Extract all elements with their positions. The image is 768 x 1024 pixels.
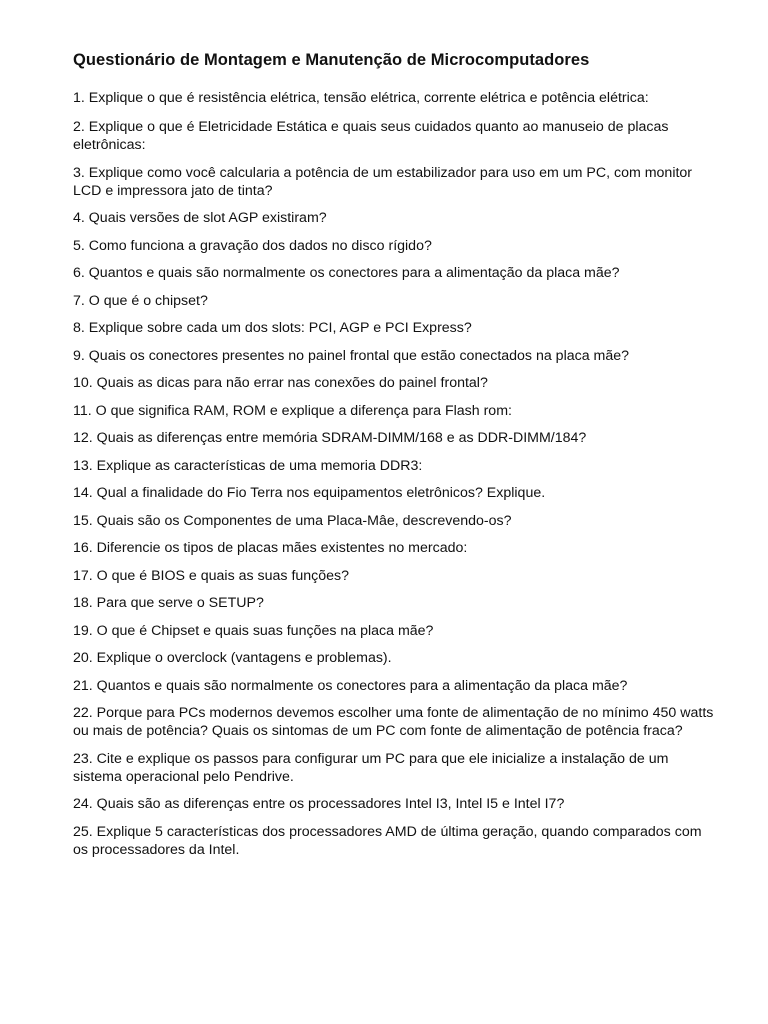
question-item: 17. O que é BIOS e quais as suas funções? (73, 567, 350, 584)
question-item: 19. O que é Chipset e quais suas funções na placa mãe? (73, 622, 434, 639)
question-item: 8. Explique sobre cada um dos slots: PCI, AGP e PCI Express? (73, 320, 472, 336)
question-item: 24. Quais são as diferenças entre os processadores Intel I3, Intel I5 e Intel I7? (73, 796, 565, 812)
question-item: 15. Quais são os Componentes de uma Placa-Mâe, descrevendo-os? (73, 512, 512, 529)
question-item: 2. Explique o que é Eletricidade Estática e quais seus cuidados quanto ao manuseio de placas eletrônicas: (73, 119, 669, 153)
question-item: 18. Para que serve o SETUP? (73, 595, 264, 611)
document-title: Questionário de Montagem e Manutenção de Microcomputadores (73, 51, 590, 69)
question-item: 7. O que é o chipset? (73, 292, 208, 309)
question-item: 22. Porque para PCs modernos devemos escolher uma fonte de alimentação de no mínimo 450 watts ou mais de potência? Quais os sintomas de um PC com fonte de alimentação de potência fraca? (73, 705, 714, 739)
question-item: 12. Quais as diferenças entre memória SDRAM-DIMM/168 e as DDR-DIMM/184? (73, 430, 587, 446)
question-item: 21. Quantos e quais são normalmente os conectores para a alimentação da placa mãe? (73, 677, 628, 694)
question-item: 25. Explique 5 características dos processadores AMD de última geração, quando comparados com os processadores da Intel. (73, 823, 702, 858)
question-item: 1. Explique o que é resistência elétrica, tensão elétrica, corrente elétrica e potência elétrica: (73, 90, 649, 106)
question-item: 20. Explique o overclock (vantagens e problemas). (73, 650, 392, 666)
question-item: 11. O que significa RAM, ROM e explique a diferença para Flash rom: (73, 402, 512, 419)
question-item: 4. Quais versões de slot AGP existiram? (73, 210, 327, 226)
question-item: 5. Como funciona a gravação dos dados no disco rígido? (73, 237, 432, 254)
question-list (73, 89, 718, 859)
question-item: 14. Qual a finalidade do Fio Terra nos equipamentos eletrônicos? Explique. (73, 485, 546, 501)
question-item: 23. Cite e explique os passos para configurar um PC para que ele inicialize a instalação de um sistema operacional pelo Pendrive. (73, 750, 669, 785)
question-item: 3. Explique como você calcularia a potência de um estabilizador para uso em um PC, com monitor LCD e impressora jato de tinta? (73, 164, 693, 199)
question-item: 9. Quais os conectores presentes no painel frontal que estão conectados na placa mãe? (73, 347, 630, 364)
question-item: 6. Quantos e quais são normalmente os conectores para a alimentação da placa mãe? (73, 265, 620, 281)
question-item: 13. Explique as características de uma memoria DDR3: (73, 457, 423, 474)
question-item: 10. Quais as dicas para não errar nas conexões do painel frontal? (73, 375, 488, 391)
question-item: 16. Diferencie os tipos de placas mães existentes no mercado: (73, 540, 468, 556)
